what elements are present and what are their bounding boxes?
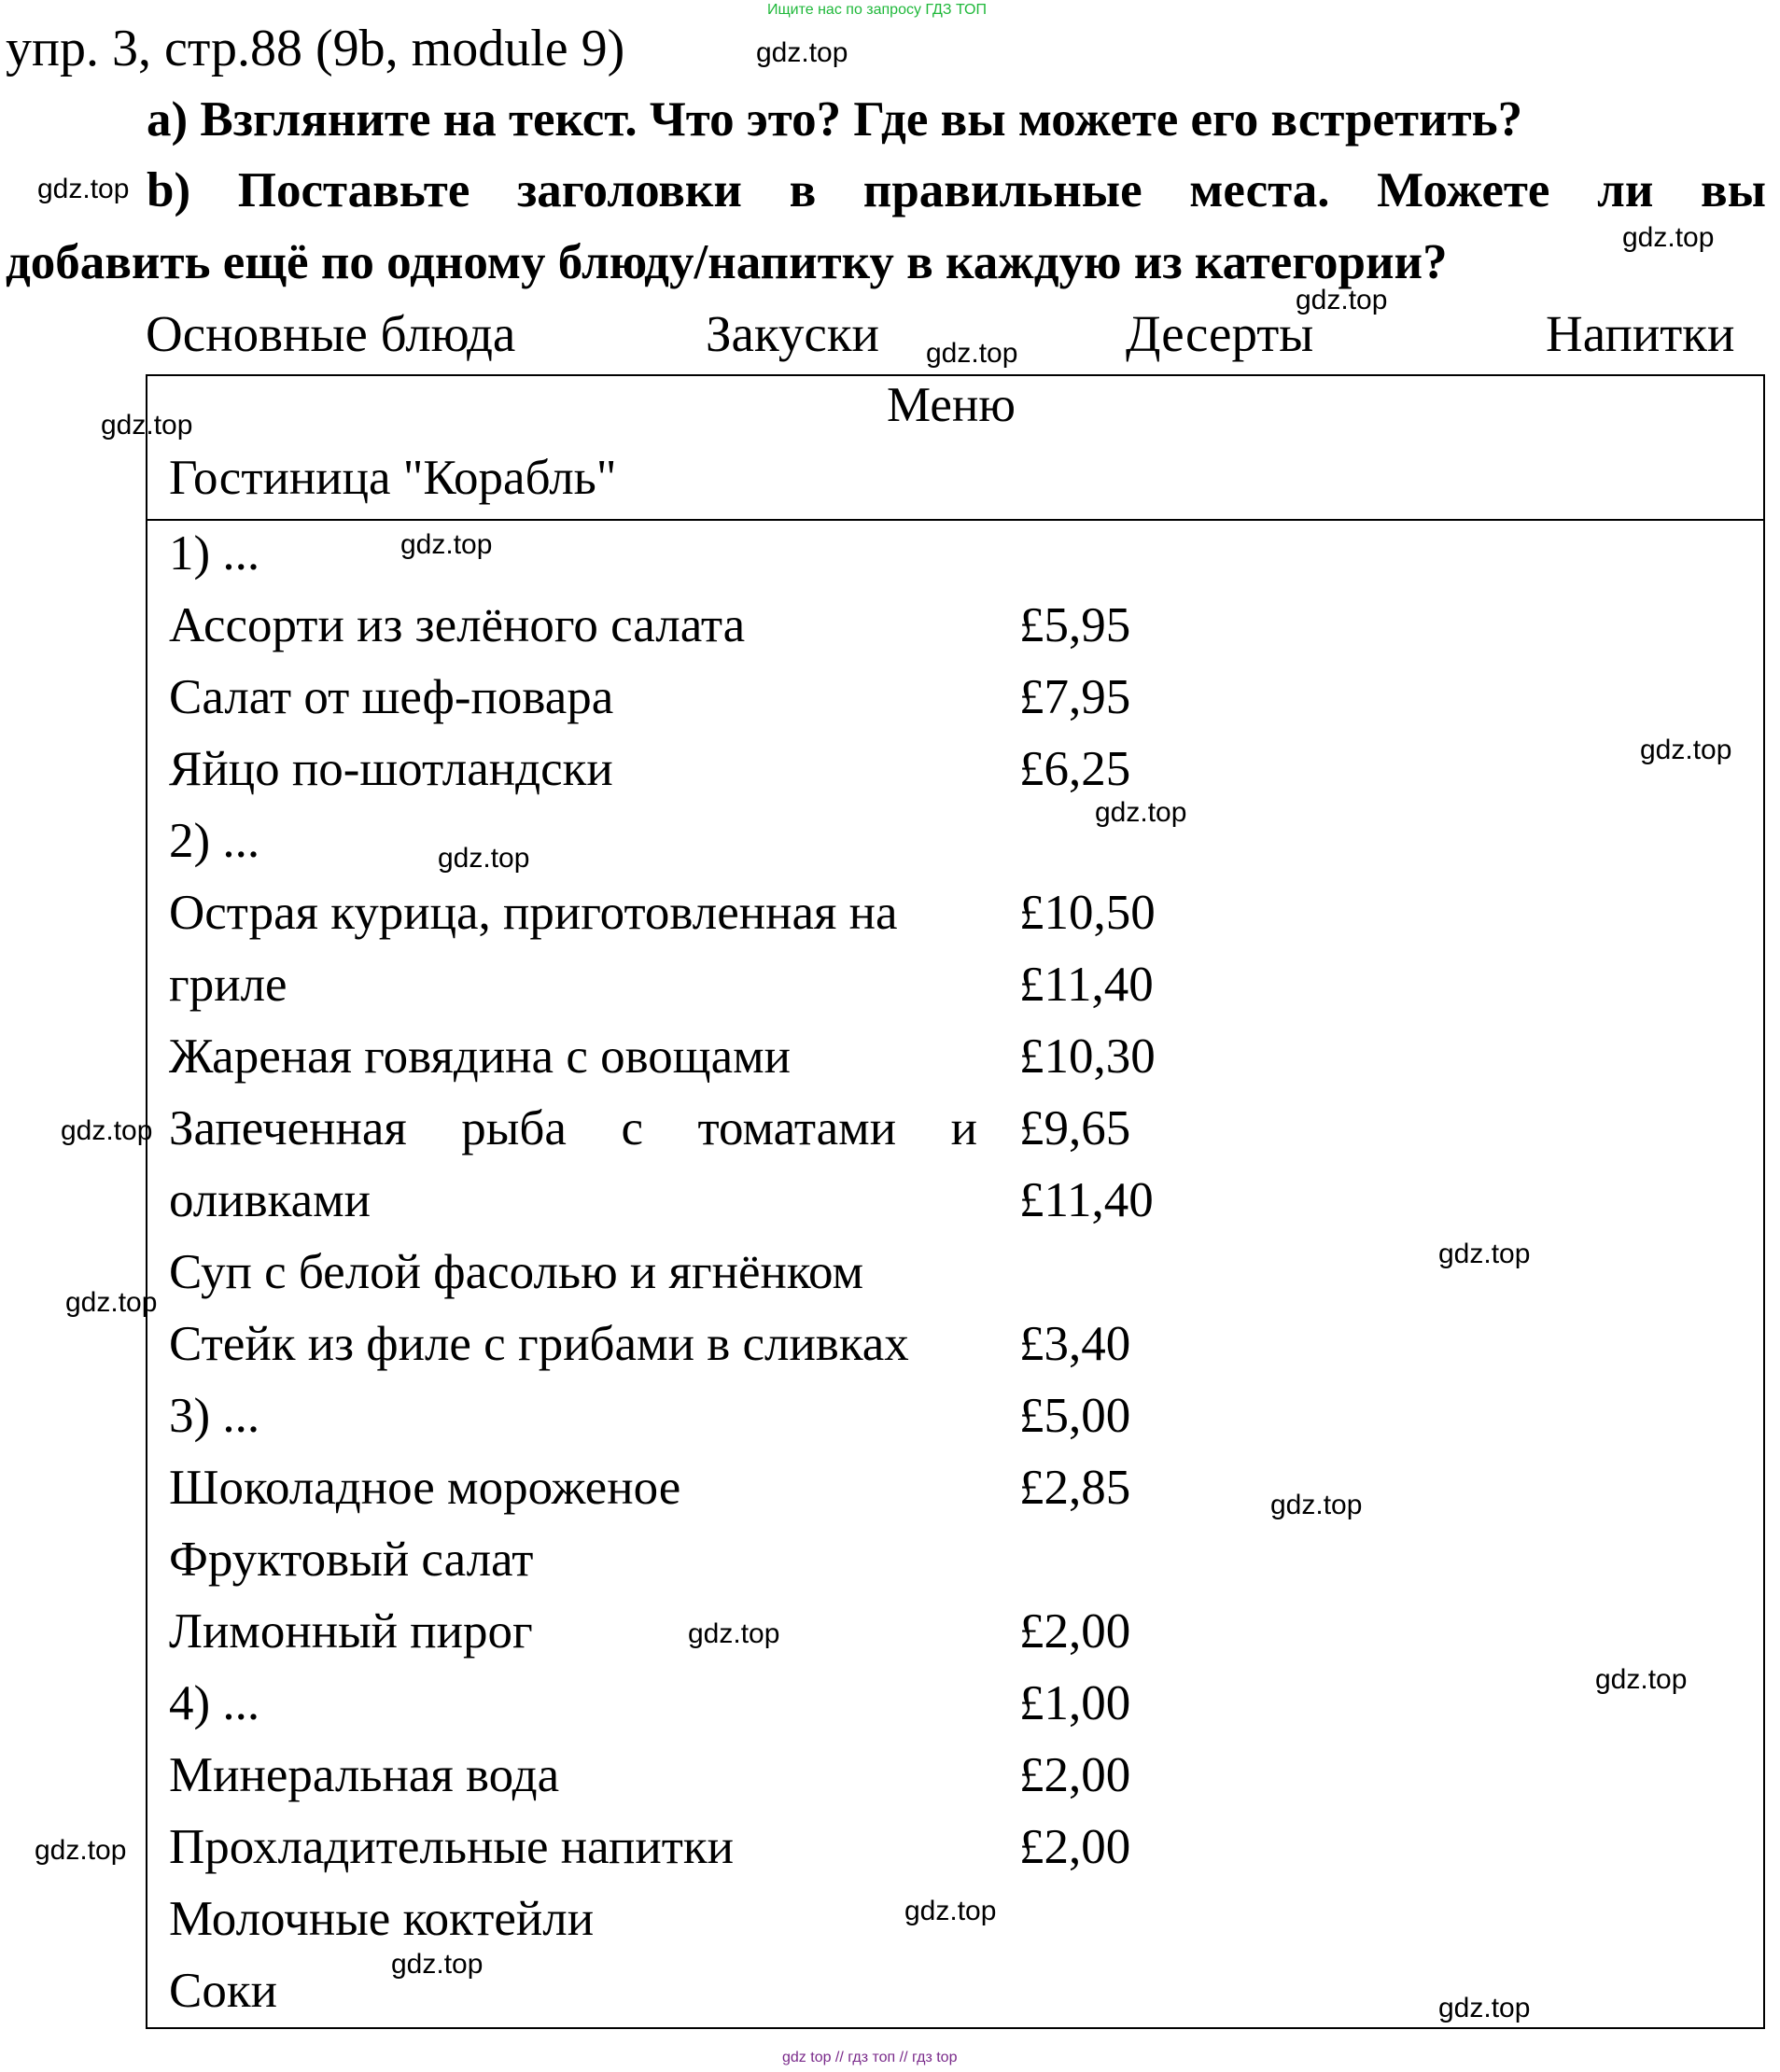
watermark: gdz.top <box>1595 1664 1688 1695</box>
menu-item: гриле <box>169 958 287 1012</box>
heading-desserts: Десерты <box>1126 305 1314 362</box>
watermark: gdz.top <box>904 1896 997 1926</box>
promo-banner: Ищите нас по запросу ГДЗ ТОП <box>767 2 987 18</box>
watermark: gdz.top <box>1296 285 1388 315</box>
task-b-word: ли <box>1597 163 1654 217</box>
watermark: gdz.top <box>1640 735 1732 765</box>
task-b-word: правильные <box>862 163 1142 217</box>
heading-starters: Закуски <box>706 305 879 362</box>
menu-item: Фруктовый салат <box>169 1533 534 1587</box>
heading-main-courses: Основные блюда <box>146 305 516 362</box>
menu-price: £7,95 <box>1019 670 1131 724</box>
menu-item: 3) ... <box>169 1389 260 1443</box>
exercise-title: упр. 3, стр.88 (9b, module 9) <box>6 20 625 77</box>
menu-item: Запеченная рыба с томатами и <box>169 1101 977 1155</box>
watermark: gdz.top <box>1095 797 1187 828</box>
menu-price: £2,00 <box>1019 1748 1131 1802</box>
menu-item: Острая курица, приготовленная на <box>169 886 898 940</box>
menu-item: Стейк из филе с грибами в сливках <box>169 1317 909 1371</box>
menu-item: Салат от шеф-повара <box>169 670 614 724</box>
watermark: gdz.top <box>756 37 848 68</box>
menu-item: 1) ... <box>169 526 260 581</box>
task-b-line1 <box>147 163 1766 217</box>
menu-item: Шоколадное мороженое <box>169 1461 681 1515</box>
task-b-word: вы <box>1700 163 1766 217</box>
menu-price: £10,30 <box>1019 1029 1156 1084</box>
task-b-word: Поставьте <box>237 163 470 217</box>
menu-title: Меню <box>887 378 1016 432</box>
menu-price: £5,00 <box>1019 1389 1131 1443</box>
watermark: gdz.top <box>688 1618 780 1649</box>
watermark: gdz.top <box>1438 1993 1531 2023</box>
menu-item: оливками <box>169 1173 371 1227</box>
watermark: gdz.top <box>1438 1239 1531 1269</box>
task-b-word: заголовки <box>516 163 742 217</box>
menu-item: Яйцо по-шотландски <box>169 742 613 796</box>
heading-drinks: Напитки <box>1546 305 1735 362</box>
task-b-line2: добавить ещё по одному блюду/напитку в каждую из категории? <box>6 235 1448 289</box>
task-b-word: в <box>789 163 817 217</box>
watermark: gdz.top <box>926 338 1018 369</box>
menu-divider <box>146 519 1765 521</box>
menu-item: Минеральная вода <box>169 1748 560 1802</box>
menu-price: £3,40 <box>1019 1317 1131 1371</box>
menu-price: £2,85 <box>1019 1461 1131 1515</box>
watermark: gdz.top <box>1622 222 1715 253</box>
menu-price: £6,25 <box>1019 742 1131 796</box>
menu-item: Суп с белой фасолью и ягнёнком <box>169 1245 863 1299</box>
watermark: gdz.top <box>37 174 130 204</box>
task-a: a) Взгляните на текст. Что это? Где вы можете его встретить? <box>147 92 1523 147</box>
menu-item: 2) ... <box>169 814 260 868</box>
menu-item: Молочные коктейли <box>169 1892 595 1946</box>
menu-price: £11,40 <box>1019 1173 1154 1227</box>
watermark: gdz.top <box>400 529 493 560</box>
menu-item: Ассорти из зелёного салата <box>169 598 746 652</box>
menu-price: £10,50 <box>1019 886 1156 940</box>
task-b-word: b) <box>147 163 191 217</box>
menu-price: £5,95 <box>1019 598 1131 652</box>
menu-price: £2,00 <box>1019 1604 1131 1659</box>
menu-item: Соки <box>169 1964 277 2018</box>
menu-price: £9,65 <box>1019 1101 1131 1155</box>
menu-item: Лимонный пирог <box>169 1604 533 1659</box>
menu-item: 4) ... <box>169 1676 260 1730</box>
menu-item: Прохладительные напитки <box>169 1820 734 1874</box>
menu-price: £1,00 <box>1019 1676 1131 1730</box>
menu-item: Жареная говядина с овощами <box>169 1029 791 1084</box>
menu-hotel: Гостиница "Корабль" <box>169 451 617 505</box>
watermark: gdz.top <box>101 410 193 441</box>
footer-text: gdz top // гдз топ // гдз top <box>782 2050 958 2065</box>
watermark: gdz.top <box>65 1287 158 1318</box>
menu-price: £11,40 <box>1019 958 1154 1012</box>
task-b-word: места. <box>1189 163 1330 217</box>
watermark: gdz.top <box>61 1115 153 1146</box>
watermark: gdz.top <box>1270 1490 1363 1520</box>
task-b-word: Можете <box>1377 163 1550 217</box>
watermark: gdz.top <box>391 1949 484 1980</box>
menu-price: £2,00 <box>1019 1820 1131 1874</box>
watermark: gdz.top <box>438 843 530 874</box>
watermark: gdz.top <box>35 1835 127 1866</box>
